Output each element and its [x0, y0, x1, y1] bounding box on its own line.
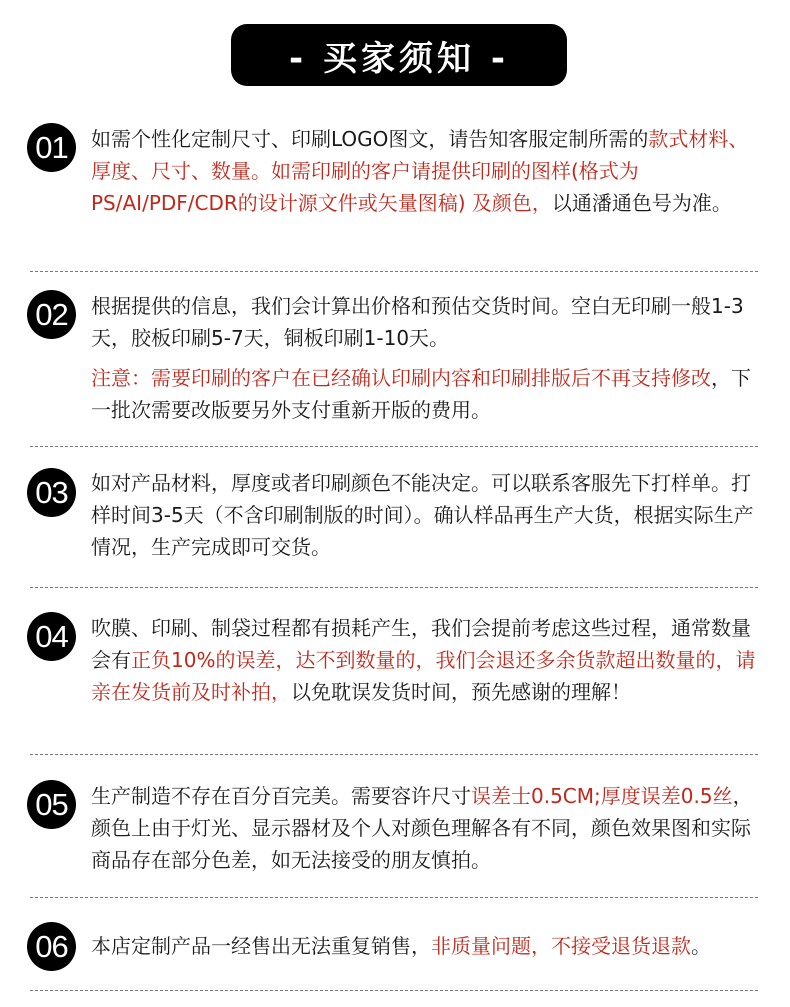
notice-text: 以免耽误发货时间，预先感谢的理解！ — [291, 680, 631, 704]
notice-paragraph — [91, 612, 757, 708]
item-number: 02 — [35, 296, 68, 332]
notice-highlight: 误差士0.5CM;厚度误差0.5丝 — [471, 784, 733, 808]
notice-text: 根据提供的信息，我们会计算出价格和预估交货时间。空白无印刷一般1-3天，胶板印刷5-7天，铜板印刷1-10天。 — [91, 294, 744, 350]
section-divider — [30, 990, 758, 991]
notice-text: 生产制造不存在百分百完美。需要容许尺寸 — [91, 784, 471, 808]
item-number-badge — [27, 468, 76, 517]
notice-text: 。 — [691, 934, 711, 958]
notice-paragraph — [91, 780, 757, 876]
item-number-badge — [27, 290, 76, 339]
item-number-badge — [27, 922, 76, 971]
item-number-badge — [27, 123, 76, 172]
item-number-badge — [27, 612, 76, 661]
notice-paragraph — [91, 930, 781, 962]
notice-highlight: 非质量问题，不接受退货退款 — [431, 934, 691, 958]
section-divider — [30, 271, 758, 272]
notice-highlight: 正负10%的误差，达不到数量的，我们会退还多余货款超出数量的，请亲在发货前及时补拍， — [91, 648, 756, 704]
notice-paragraph — [91, 123, 757, 219]
notice-text: 吹膜、印刷、制袋过程都有损耗产生，我们会提前考虑这些过程，通常数量会有 — [91, 616, 751, 672]
notice-highlight: 注意：需要印刷的客户在已经确认印刷内容和印刷排版后不再支持修改 — [91, 366, 711, 390]
item-number: 06 — [35, 928, 68, 964]
notice-text: ，下一批次需要改版要另外支付重新开版的费用。 — [91, 366, 751, 422]
notice-text: 本店定制产品一经售出无法重复销售， — [91, 934, 431, 958]
page-title-banner — [231, 24, 567, 86]
item-number-badge — [27, 780, 76, 829]
notice-text: 如需个性化定制尺寸、印刷LOGO图文，请告知客服定制所需的 — [91, 127, 649, 151]
section-divider — [30, 446, 758, 447]
page-title: - 买家须知 - — [289, 38, 509, 79]
notice-paragraph — [91, 290, 757, 354]
section-divider — [30, 897, 758, 898]
item-number: 05 — [35, 786, 68, 822]
item-number: 04 — [35, 618, 68, 654]
notice-text: ，颜色上由于灯光、显示器材及个人对颜色理解各有不同，颜色效果图和实际商品存在部分色差，如无法接受的朋友慎拍。 — [91, 784, 753, 872]
item-number: 03 — [35, 474, 68, 510]
notice-text: 如对产品材料，厚度或者印刷颜色不能决定。可以联系客服先下打样单。打样时间3-5天（不含印刷制版的时间）。确认样品再生产大货，根据实际生产情况，生产完成即可交货。 — [91, 471, 754, 559]
notice-highlight: 款式材料、厚度、尺寸、数量。如需印刷的客户请提供印刷的图样(格式为PS/AI/PDF/CDR的设计源文件或矢量图稿) 及颜色， — [91, 127, 749, 215]
section-divider — [30, 587, 758, 588]
section-divider — [30, 754, 758, 755]
notice-text: 以通潘通色号为准。 — [551, 191, 732, 215]
notice-paragraph — [91, 467, 757, 563]
notice-warning-paragraph — [91, 362, 757, 426]
item-number: 01 — [35, 129, 68, 165]
